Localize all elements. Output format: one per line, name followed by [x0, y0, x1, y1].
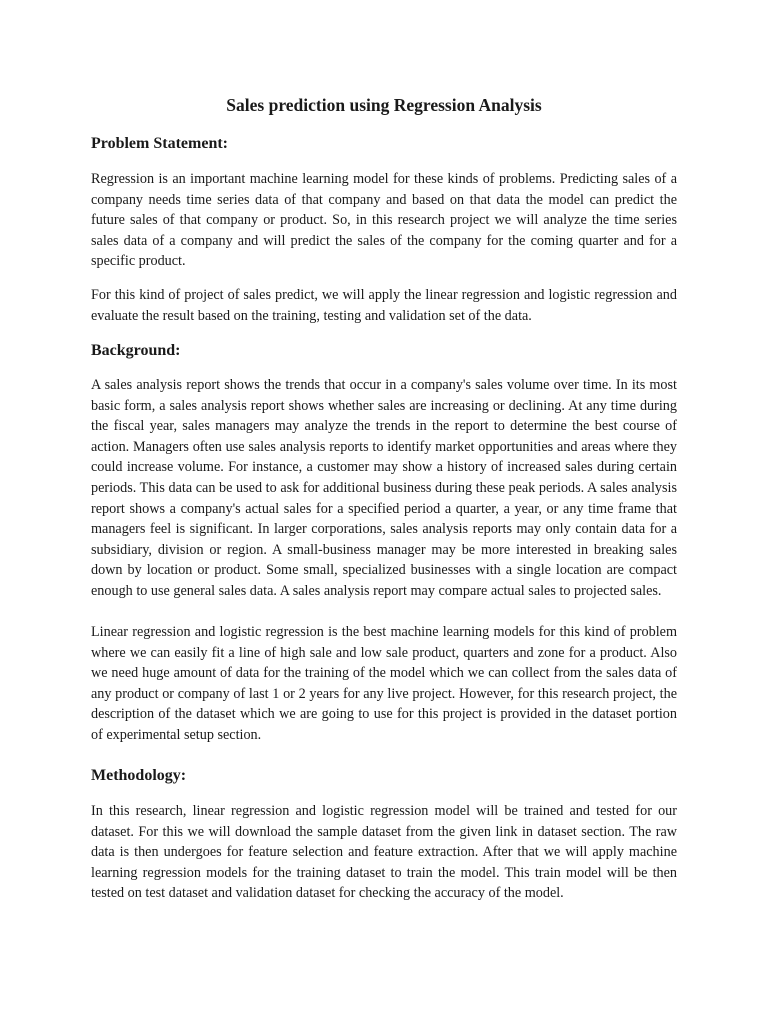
paragraph-background-1: A sales analysis report shows the trends that occur in a company's sales volume over time. In its most basic form, a sales analysis report shows whether sales are increasing or declining. At any time during the fiscal year, sales managers may analyze the trends in the report to determine the best course of action. Managers often use sales analysis reports to identify market opportunities and areas where they could increase volume. For instance, a customer may show a history of increased sales during certain periods. This data can be used to ask for additional business during these peak periods. A sales analysis report shows a company's actual sales for a specified period a quarter, a year, or any time frame that managers feel is significant. In larger corporations, sales analysis reports may only contain data for a subsidiary, division or region. A small-business manager may be more interested in breaking sales down by location or product. Some small, specialized businesses with a single location are compact enough to use general sales data. A sales analysis report may compare actual sales to projected sales. [91, 377, 677, 599]
document-title: Sales prediction using Regression Analysis [226, 95, 542, 115]
section-heading-problem-statement: Problem Statement: [91, 135, 228, 152]
section-heading-methodology: Methodology: [91, 767, 187, 784]
paragraph-background-2: Linear regression and logistic regression is the best machine learning models for this kind of problem where we can easily fit a line of high sale and low sale product, quarters and zone for a product. Also we need huge amount of data for the training of the model which we can collect from the sales data of any product or company of last 1 or 2 years for any live project. However, for this research project, the description of the dataset which we are going to use for this project is provided in the dataset portion of experimental setup section. [91, 624, 677, 743]
paragraph-problem-statement-2: For this kind of project of sales predict, we will apply the linear regression and logistic regression and evaluate the result based on the training, testing and validation set of the data. [91, 287, 677, 324]
paragraph-methodology-1: In this research, linear regression and logistic regression model will be trained and tested for our dataset. For this we will download the sample dataset from the given link in dataset section. The raw data is then undergoes for feature selection and feature extraction. After that we will apply machine learning regression models for the training dataset to train the model. This train model will be then tested on test dataset and validation dataset for checking the accuracy of the model. [91, 803, 677, 902]
section-heading-background: Background: [91, 342, 181, 359]
paragraph-problem-statement-1: Regression is an important machine learning model for these kinds of problems. Predicting sales of a company needs time series data of that company and based on that data the model can predict the future sales of that company or product. So, in this research project we will analyze the time series sales data of a company and will predict the sales of the company for the coming quarter and for a specific product. [91, 171, 677, 270]
